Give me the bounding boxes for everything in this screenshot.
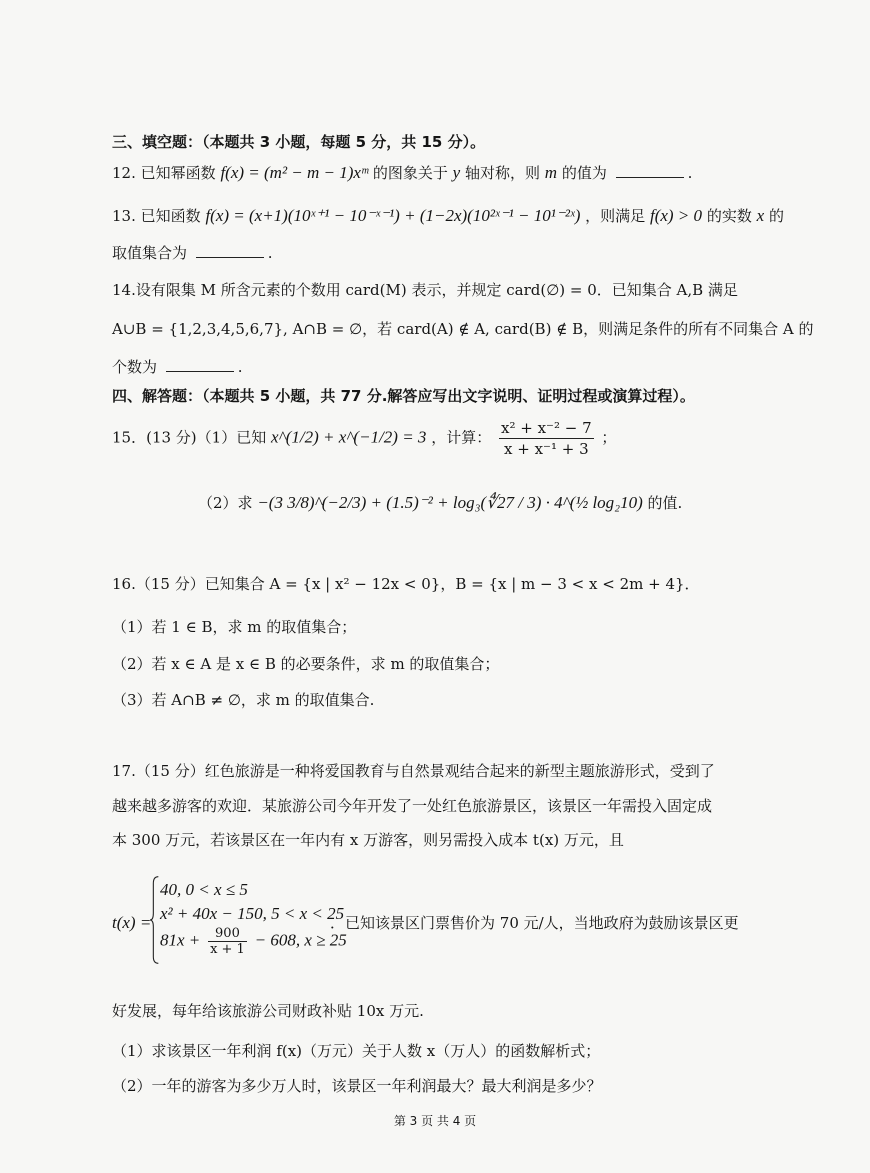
q17-t-of-x: t(x) = — [112, 913, 152, 932]
q12-m: m — [544, 163, 558, 182]
q12-text-c: 轴对称，则 — [464, 164, 540, 182]
q12-answer-blank — [616, 163, 684, 178]
q14-line3: 个数为 — [112, 358, 158, 376]
question-14-line1: 14.设有限集 M 所含元素的个数用 card(M) 表示，并规定 card(∅) = 0．已知集合 A,B 满足 — [112, 281, 738, 299]
question-17-after-cases: ．已知该景区门票售价为 70 元/人，当地政府为鼓励该景区更 — [330, 914, 739, 932]
q17-t-label — [112, 912, 151, 934]
q15-part2-prefix: （2）求 — [198, 494, 253, 512]
q13-number: 13. — [112, 207, 136, 225]
question-14-line3 — [112, 356, 243, 378]
case-2: x² + 40x − 150, 5 < x < 25 — [160, 904, 345, 923]
question-15-part1 — [112, 418, 616, 459]
q12-text-a: 已知幂函数 — [140, 164, 216, 182]
question-14-line2: A∪B = {1,2,3,4,5,6,7}, A∩B = ∅，若 card(A) ∉ A, card(B) ∉ B，则满足条件的所有不同集合 A 的 — [112, 320, 814, 338]
q12-text-d: 的值为 — [561, 164, 607, 182]
section3-heading: 三、填空题：（本题共 3 小题，每题 5 分，共 15 分）。 — [112, 133, 486, 151]
q12-end: . — [687, 164, 693, 182]
q15-semicolon: ； — [601, 428, 617, 447]
case-1: 40, 0 < x ≤ 5 — [160, 880, 248, 899]
q14-answer-blank — [166, 357, 234, 372]
q15-part2-suffix: 的值. — [647, 494, 683, 512]
question-15-part2 — [198, 492, 682, 514]
q15-fraction-denominator: x + x⁻¹ + 3 — [504, 440, 589, 458]
q13-text-d: 的 — [768, 207, 784, 225]
case-3-fraction: $\frac{900}{x + 1}$ — [210, 926, 245, 957]
q12-number: 12. — [112, 164, 136, 182]
q13-cond: f(x) > 0 — [649, 206, 703, 225]
q13-x: x — [756, 206, 765, 225]
q13-answer-blank — [196, 243, 264, 258]
question-16-part2: （2）若 x ∈ A 是 x ∈ B 的必要条件，求 m 的取值集合； — [112, 655, 500, 673]
question-17-part2: （2）一年的游客为多少万人时，该景区一年利润最大？最大利润是多少？ — [112, 1077, 602, 1095]
q12-y: y — [452, 163, 461, 182]
q12-formula: f(x) = (m² − m − 1)xᵐ — [220, 163, 369, 182]
question-17-line2: 越来越多游客的欢迎．某旅游公司今年开发了一处红色旅游景区，该景区一年需投入固定成 — [112, 797, 713, 815]
q12-text-b: 的图象关于 — [372, 164, 448, 182]
q13-formula: f(x) = (x+1)(10ˣ⁺¹ − 10⁻ˣ⁻¹) + (1−2x)(10²ˣ⁻¹ − 10¹⁻²ˣ) — [205, 206, 581, 225]
q15-compute: ，计算： — [431, 428, 492, 447]
question-12 — [112, 162, 692, 184]
question-16-part1: （1）若 1 ∈ B，求 m 的取值集合； — [112, 618, 357, 636]
question-17-line4: 好发展，每年给该旅游公司财政补贴 10x 万元. — [112, 1002, 424, 1020]
piecewise-cases — [160, 878, 347, 957]
q13-end: . — [267, 244, 273, 262]
q15-fraction-numerator: x² + x⁻² − 7 — [501, 419, 592, 437]
q15-fraction — [499, 418, 594, 459]
case-3: 81x + $\frac{900}{x + 1}$ − 608, x ≥ 25 — [160, 926, 347, 957]
piecewise-brace-icon — [150, 866, 160, 974]
q13-text-a: 已知函数 — [140, 207, 201, 225]
question-17-line1: 17.（15 分）红色旅游是一种将爱国教育与自然景观结合起来的新型主题旅游形式，受到了 — [112, 762, 715, 780]
q14-end: . — [237, 358, 243, 376]
question-13-line2 — [112, 242, 273, 264]
question-13-line1 — [112, 205, 784, 227]
q13-text-c: 的实数 — [706, 207, 752, 225]
question-16-part3: （3）若 A∩B ≠ ∅，求 m 的取值集合. — [112, 691, 375, 709]
question-17-part1: （1）求该景区一年利润 f(x)（万元）关于人数 x（万人）的函数解析式； — [112, 1042, 601, 1060]
q13-text-b: ，则满足 — [585, 207, 646, 225]
section4-heading: 四、解答题：（本题共 5 小题，共 77 分.解答应写出文字说明、证明过程或演算过程）。 — [112, 387, 695, 405]
q13-line2: 取值集合为 — [112, 244, 188, 262]
q15-given: x^(1/2) + x^(−1/2) = 3 — [270, 427, 427, 447]
page-footer: 第 3 页 共 4 页 — [393, 1114, 477, 1128]
q15-prefix: 15．(13 分)（1）已知 — [112, 428, 267, 447]
question-17-line3: 本 300 万元，若该景区在一年内有 x 万游客，则另需投入成本 t(x) 万元，且 — [112, 831, 624, 849]
q15-part2-expression: −(3 3/8)^(−2/3) + (1.5)⁻² + log₃(∜27 / 3) · 4^(½ log₂10) — [257, 493, 643, 512]
question-16-intro: 16.（15 分）已知集合 A = {x | x² − 12x < 0}，B = {x | m − 3 < x < 2m + 4}． — [112, 575, 700, 593]
